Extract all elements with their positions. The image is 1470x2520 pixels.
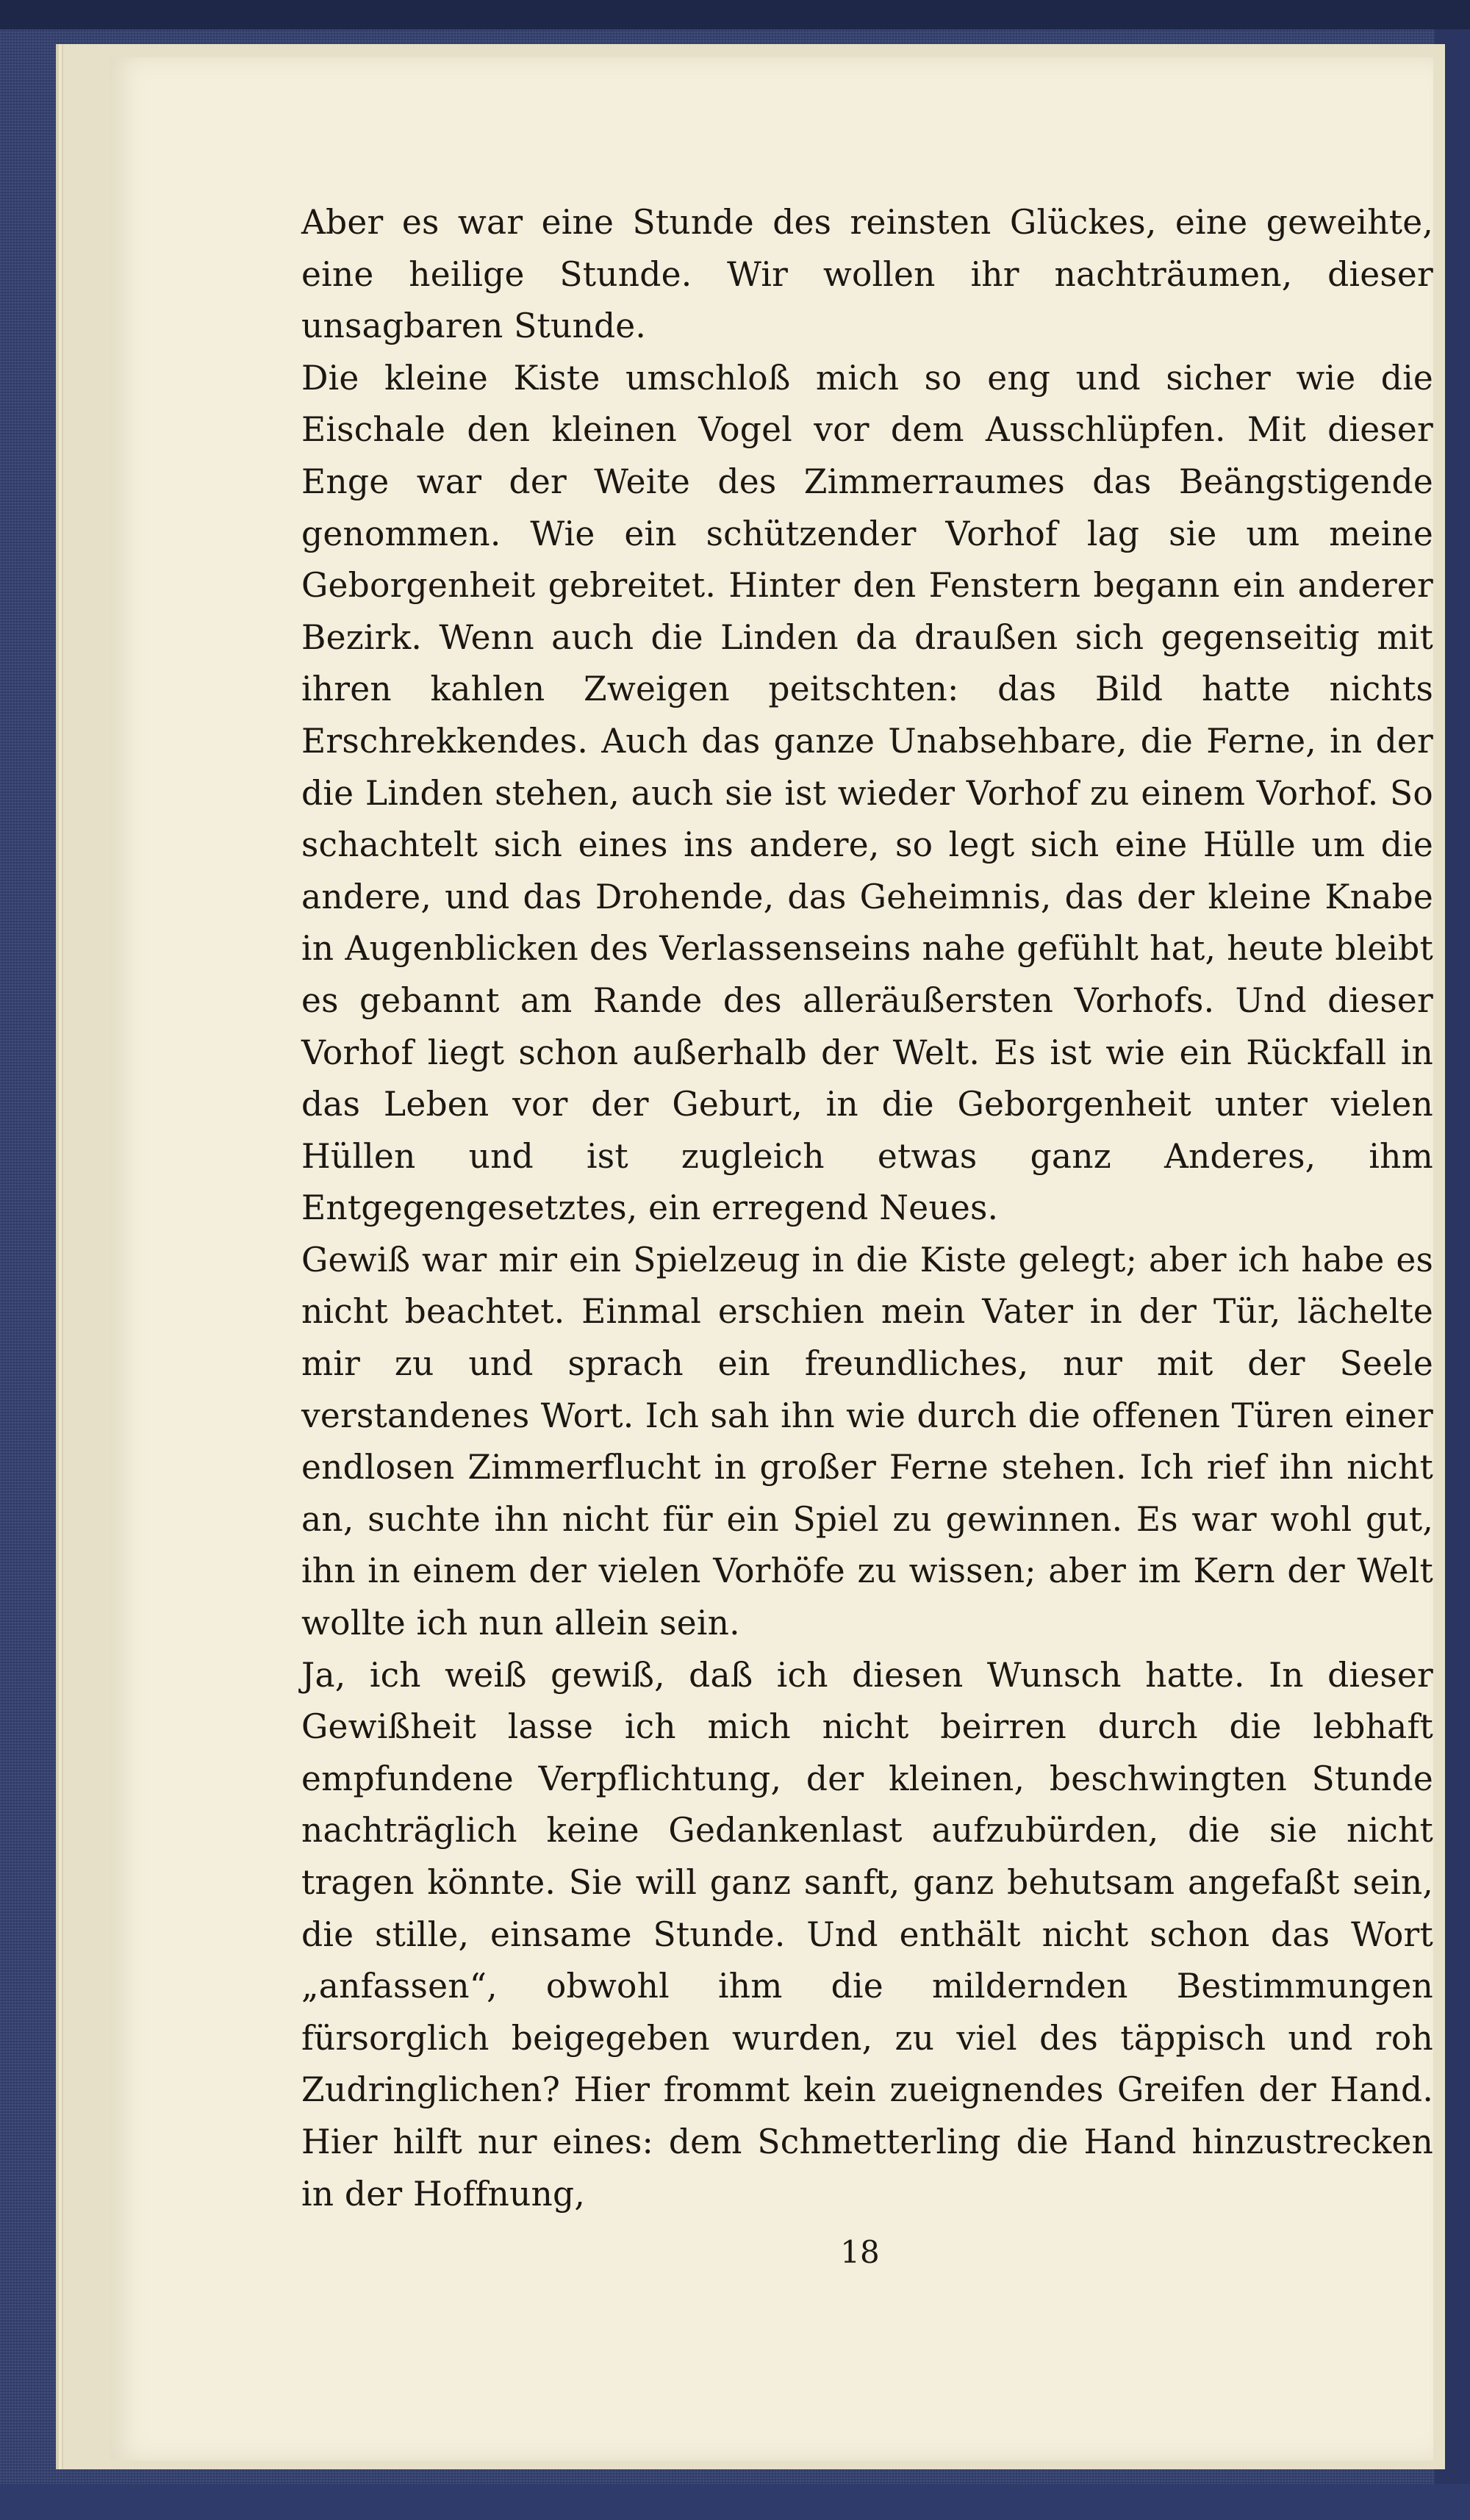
cover-top-edge (0, 0, 1470, 29)
paragraph: Aber es war eine Stunde des reinsten Glückes, eine geweihte, eine heilige Stunde. Wir wollen ihr nachträumen, dieser unsagbaren Stunde. (301, 203, 1433, 346)
page-number: 18 (840, 2234, 880, 2270)
page-text (301, 197, 1433, 2220)
paragraph: Gewiß war mir ein Spielzeug in die Kiste gelegt; aber ich habe es nicht beachtet. Einmal erschien mein Vater in der Tür, lächelte mir zu und sprach ein freundliches, nur mit der Seele verstandenes Wort. Ich sah ihn wie durch die offenen Türen einer endlosen Zimmerflucht in großer Ferne stehen. Ich rief ihn nicht an, suchte ihn nicht für ein Spiel zu gewinnen. Es war wohl gut, ihn in einem der vielen Vorhöfe zu wissen; aber im Kern der Welt wollte ich nun allein sein. (301, 1240, 1433, 1643)
paragraph: Die kleine Kiste umschloß mich so eng und sicher wie die Eischale den kleinen Vogel vor dem Ausschlüpfen. Mit dieser Enge war der Weite des Zimmerraumes das Beängstigende genommen. Wie ein schützender Vorhof lag sie um meine Geborgenheit gebreitet. Hinter den Fenstern begann ein anderer Bezirk. Wenn auch die Linden da draußen sich gegenseitig mit ihren kahlen Zweigen peitschten: das Bild hatte nichts Erschrekkendes. Auch das ganze Unabsehbare, die Ferne, in der die Linden stehen, auch sie ist wieder Vorhof zu einem Vorhof. So schachtelt sich eines ins andere, so legt sich eine Hülle um die andere, und das Drohende, das Geheimnis, das der kleine Knabe in Augenblicken des Verlassenseins nahe gefühlt hat, heute bleibt es gebannt am Rande des alleräußersten Vorhofs. Und dieser Vorhof liegt schon außerhalb der Welt. Es ist wie ein Rückfall in das Leben vor der Geburt, in die Geborgenheit unter vielen Hüllen und ist zugleich etwas ganz Anderes, ihm Entgegengesetztes, ein erregend Neues. (301, 358, 1433, 1228)
paragraph: Ja, ich weiß gewiß, daß ich diesen Wunsch hatte. In dieser Gewißheit lasse ich mich nicht beirren durch die lebhaft empfundene Verpflichtung, der kleinen, beschwingten Stunde nachträglich keine Gedankenlast aufzubürden, die sie nicht tragen könnte. Sie will ganz sanft, ganz behutsam angefaßt sein, die stille, einsame Stunde. Und enthält nicht schon das Wort „anfassen“, obwohl ihm die mildernden Bestimmungen fürsorglich beigegeben wurden, zu viel des täppisch und roh Zudringlichen? Hier frommt kein zueignendes Greifen der Hand. Hier hilft nur eines: dem Schmetterling die Hand hinzustrecken in der Hoffnung, (301, 1655, 1433, 2214)
cover-bottom-edge (0, 2484, 1470, 2520)
